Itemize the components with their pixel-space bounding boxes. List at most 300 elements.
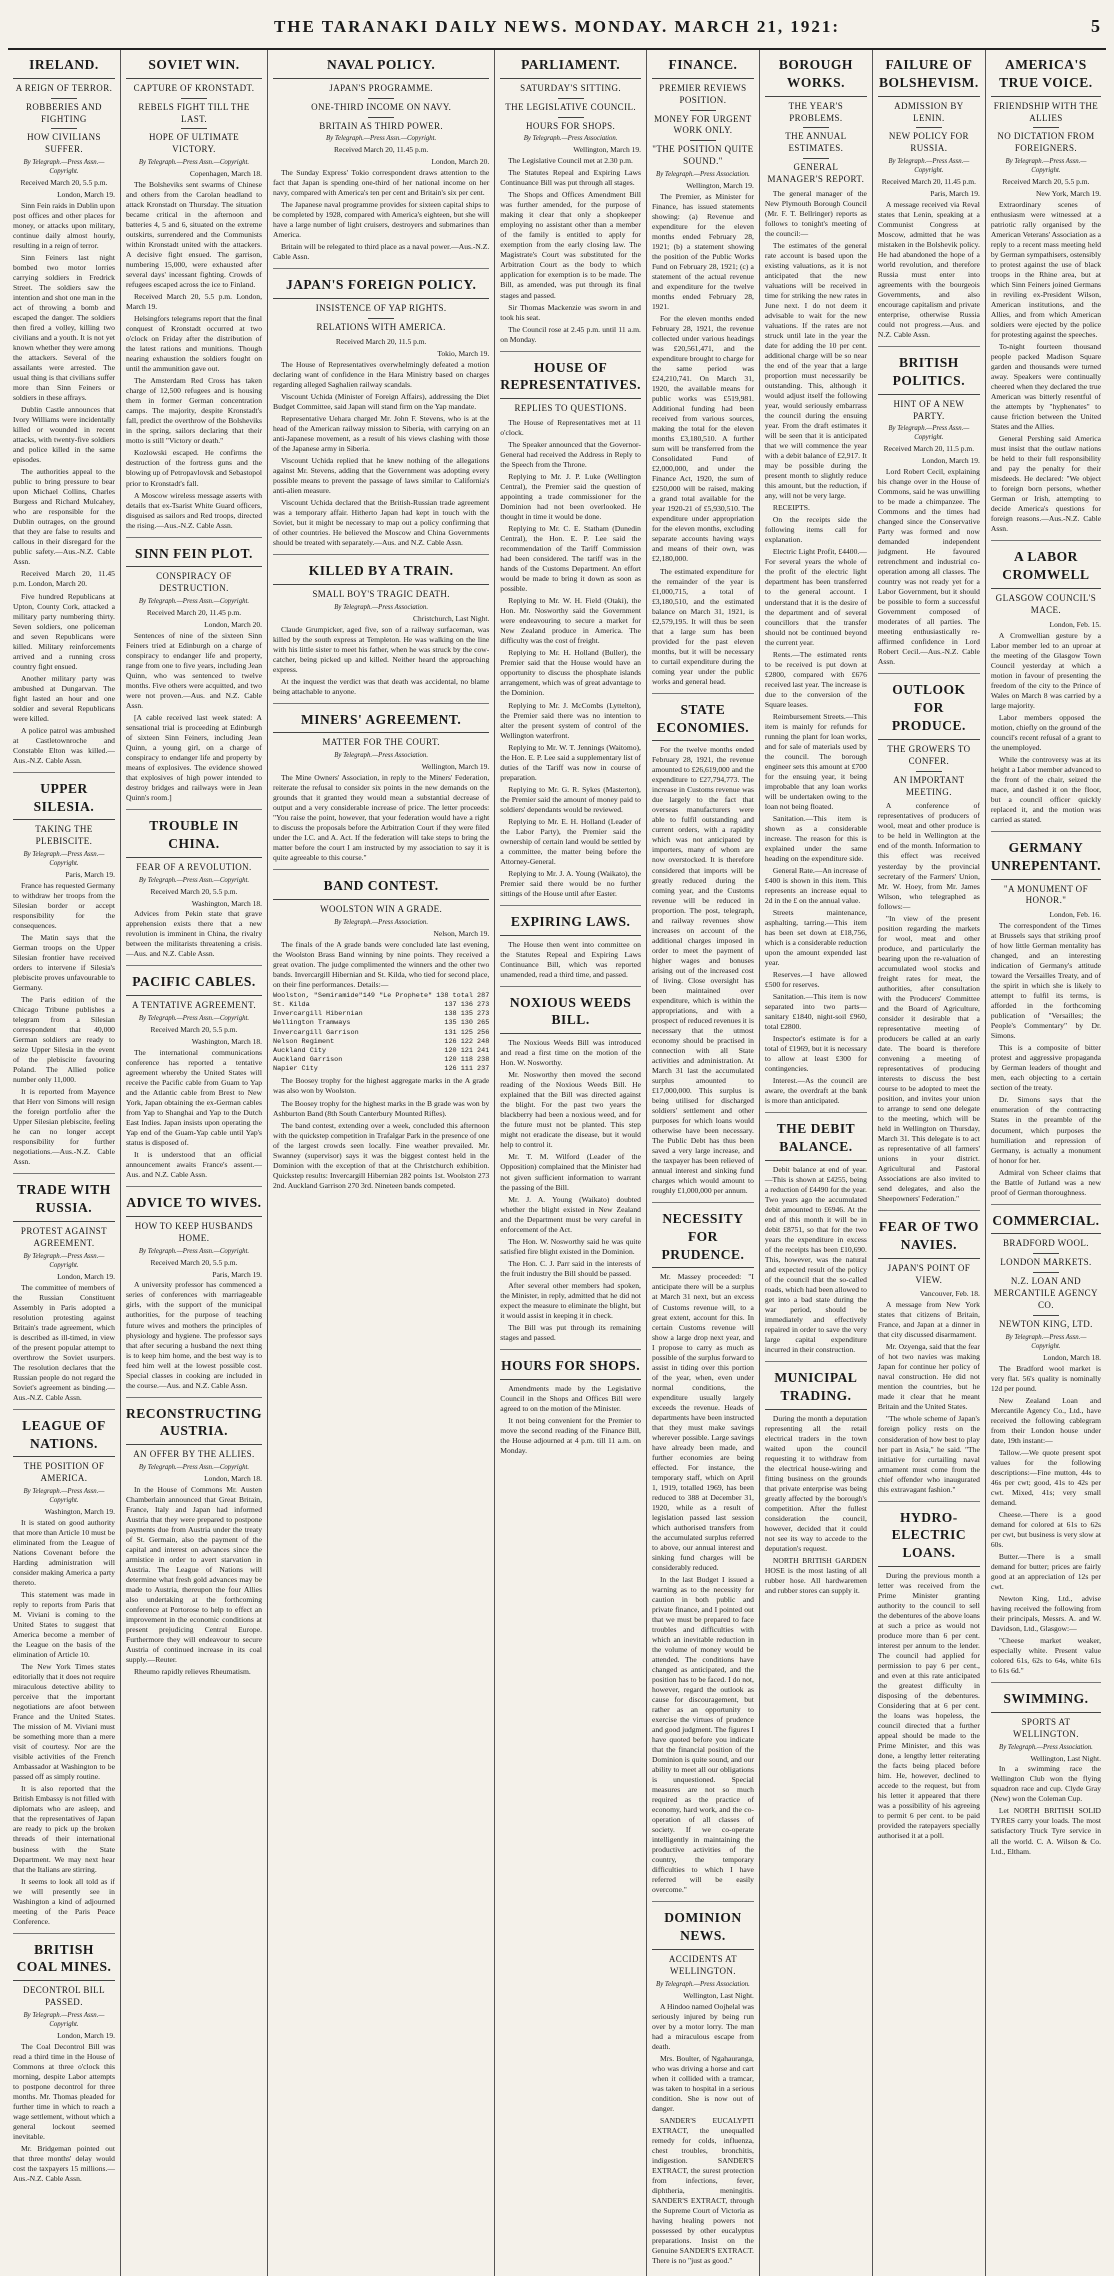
article-subheading: A REIGN OF TERROR.: [15, 82, 113, 93]
article-dateline: Wellington, Last Night.: [1030, 1753, 1101, 1763]
article-paragraph: NORTH BRITISH GARDEN HOSE is the most lasting of all rubber hose. All hardwaremen and rubber stores can supply it.: [764, 1556, 867, 1596]
article-received: Received March 20, 5.5 p.m.: [150, 886, 238, 896]
article: [765, 56, 867, 1106]
article: [765, 1112, 867, 1355]
article-byline: By Telegraph.—Press Assn.—Copyright.: [23, 1488, 105, 1505]
column-4: [495, 50, 647, 2276]
article-headline: SOVIET WIN.: [126, 56, 262, 79]
article-paragraph: Mr. Bridgeman pointed out that three months' delay would cost the taxpayers 15 millions.—Aus.-N.Z. Cable Assn.: [13, 2143, 115, 2184]
article-paragraph: The committee of members of the Russian Constituent Assembly in Paris adopted a resolution protesting against Britain's trade agreement, which is described as ill-timed, in view of the present popular attempt to overthrow the Soviet usurpers. The resolution declares that the Russian people do not regard the Soviet's agreement as binding.—Aus.-N.Z. Cable Assn.: [13, 1282, 115, 1402]
article-subheading: MONEY FOR URGENT WORK ONLY.: [654, 113, 752, 136]
article-paragraph: It not being convenient for the Premier to move the second reading of the Finance Bill, the House adjourned at 4 p.m. till 11 a.m. on Monday.: [500, 1415, 641, 1455]
sub-divider: [558, 98, 584, 99]
article-paragraph: The Hon. W. Nosworthy said he was quite satisfied fire blight existed in the Dominion.: [500, 1236, 641, 1256]
column-2: [121, 50, 268, 2276]
article-paragraph: "The whole scheme of Japan's foreign policy rests on the consideration of how best to play her part in Asia," he said. "The initiative for curtailing naval armament must come from the chief offender who inaugurated this extravagant fashion.": [877, 1414, 980, 1494]
results-name: Auckland City: [273, 1046, 327, 1055]
sub-divider: [558, 117, 584, 118]
article-paragraph: In the House of Commons Mr. Austen Chamberlain announced that Great Britain, France, Italy and Japan had informed Austria that they were prepared to postpone payments due from Austria under the treaty of St. Germain, also the payment of the capital and interest on advances since the armistice in order to avert starvation in Austria. The League of Nations will determine what fresh gold advances may be made to Austria, thereupon the four Allies also undertaking at the forthcoming conference at Portorose to help to effect an improvement in the economic conditions at present prejudicing Central Europe. Furthermore they will endeavour to secure Austria of continued increase in its coal supply.—Reuter.: [125, 1484, 262, 1665]
article-byline: By Telegraph.—Press Association.: [656, 1980, 750, 1988]
results-scores: [444, 1029, 489, 1038]
article-received: Received March 20, 11.45 p.m.: [334, 145, 429, 155]
article-byline: By Telegraph.—Press Assn.—Copyright.: [138, 1464, 250, 1472]
article: [13, 56, 115, 766]
article-byline: By Telegraph.—Press Association.: [656, 171, 750, 179]
article-paragraph: A Moscow wireless message asserts with details that ex-Tsarist White Guard officers, disguised as sailors and Red troops, directed the rising.—Aus.-N.Z. Cable Assn.: [125, 490, 262, 530]
article-dateline: Washington, March 18.: [191, 898, 262, 908]
article-subheading: NO DICTATION FROM FOREIGNERS.: [997, 131, 1095, 154]
article-dateline: Copenhagen, March 18.: [189, 169, 262, 179]
sub-divider: [1033, 127, 1059, 128]
article-subheading: FEAR OF A REVOLUTION.: [136, 861, 252, 872]
article: [126, 1397, 262, 1678]
results-score: 120: [444, 1046, 457, 1055]
article-headline: IRELAND.: [13, 56, 115, 79]
article-paragraph: While the controversy was at its height a Labor member advanced to the front of the chair, seized the mace, and dashed it on the floor, but a council officer quickly replaced it, and the motion was carried as stated.: [990, 754, 1101, 824]
article-paragraph: The Speaker announced that the Governor-General had received the Address in Reply to the Speech from the Throne.: [500, 440, 641, 470]
article-paragraph: Dr. Simons says that the enumeration of the contracting States in the preamble of the document, which purposes the humiliation and repression of Germany, is actually a monument of honor for her.: [990, 1095, 1101, 1165]
article-paragraph: During the month a deputation representing all the retail electrical traders in the town waited upon the council requesting it to withdraw from the electrical house-wiring and fitting business on the grounds that private enterprise was being greatly affected by the borough's competition. After the fullest consideration the council, however, decided that it could not see its way to accede to the deputation's request.: [764, 1413, 867, 1554]
article-subheading: NEW POLICY FOR RUSSIA.: [888, 131, 969, 154]
results-scores: [444, 1047, 489, 1056]
article-paragraph: Replying to Mr. J. A. Young (Waikato), the Premier said there would be no further sittings of the House until after Easter.: [500, 868, 641, 898]
sub-divider: [803, 158, 829, 159]
article-paragraph: A police patrol was ambushed at Castletownroche and Constable Elton was killed.—Aus.-N.Z. Cable Assn.: [13, 725, 115, 765]
sub-divider: [51, 98, 77, 99]
sub-divider: [1033, 1272, 1059, 1273]
article-received: Received March 20, 5.5 p.m.: [20, 178, 108, 188]
article-headline: A LABOR CROMWELL: [991, 548, 1101, 589]
article-paragraph: Representative Uehara charged Mr. John F. Stevens, who is at the head of the American railway mission to Siberia, with carrying on an anti-Japanese movement, as a result of his views clashing with those of the Japanese army in Siberia.: [273, 413, 490, 453]
article-subheading: AN OFFER BY THE ALLIES.: [133, 1449, 255, 1460]
article-subheading: NEWTON KING, LTD.: [999, 1318, 1093, 1329]
article: [652, 1901, 754, 2266]
article-subheading: JAPAN'S POINT OF VIEW.: [887, 1262, 971, 1285]
article-paragraph: This is a composite of bitter protest and aggressive propaganda by German leaders of thought and men, each objecting to a certain section of the treaty.: [990, 1043, 1101, 1093]
article-headline: MINERS' AGREEMENT.: [273, 711, 489, 734]
article-subheading: "THE POSITION QUITE SOUND.": [652, 144, 754, 167]
results-scores: [444, 1038, 489, 1047]
masthead-title: THE TARANAKI DAILY NEWS. MONDAY. MARCH 21, 1921:: [273, 17, 841, 36]
article-subheading: MATTER FOR THE COURT.: [322, 737, 440, 748]
article-paragraph: Another military party was ambushed at Dungarvan. The fight lasted an hour and one soldier and several Republicans were killed.: [13, 673, 115, 723]
article: [500, 1349, 641, 1456]
article-headline: OUTLOOK FOR PRODUCE.: [878, 681, 980, 739]
results-score: 126: [444, 1037, 457, 1046]
article-headline: HYDRO-ELECTRIC LOANS.: [878, 1509, 980, 1567]
article-headline: SWIMMING.: [991, 1690, 1101, 1713]
article-paragraph: RECEIPTS.: [772, 503, 810, 513]
article-paragraph: It is also reported that the British Embassy is not filled with diplomats who are asleep, and that the representatives of Japan are ready to pick up the broken threads of their international business with the State Department. We may next hear that the Italians are stirring.: [13, 1784, 115, 1874]
results-name: Woolston, "Semiramide": [273, 991, 363, 1000]
article-headline: BAND CONTEST.: [273, 877, 489, 900]
article-byline: By Telegraph.—Press Assn.—Copyright.: [326, 135, 437, 143]
article-paragraph: The Amsterdam Red Cross has taken charge of 12,500 refugees and is housing them in former German concentration camps. The majority, despite Kronstadt's fall, predict the overthrow of the Bolsheviks in the spring, sailors declaring that their motto is still "Victory or death.": [125, 376, 262, 446]
article-paragraph: [A cable received last week stated: A sensational trial is proceeding at Edinburgh of sixteen Sinn Feiners, including Jean Quinn, a young girl, on a charge of conspiracy to endanger life and property by means of explosives. The evidence showed that explosives of high power intended to destroy bridges and railways were in Jean Quinn's room.]: [125, 713, 262, 803]
article: [991, 1204, 1101, 1676]
article-headline: BRITISH POLITICS.: [878, 354, 980, 395]
article-headline: FEAR OF TWO NAVIES.: [878, 1218, 980, 1259]
article-byline: By Telegraph.—Press Assn.—Copyright.: [888, 158, 970, 175]
article-paragraph: The Bill was put through its remaining stages and passed.: [500, 1322, 641, 1342]
article-paragraph: A message from New York states that citizens of Britain, France, and Japan at a dinner in that city discussed disarmament.: [877, 1300, 980, 1340]
article-paragraph: This statement was made in reply to reports from Paris that M. Viviani is coming to the United States to suggest that America become a member of the League on the basis of the elimination of Article 10.: [13, 1590, 115, 1660]
article-dateline: Tokio, March 19.: [437, 348, 490, 358]
article-paragraph: Replying to Mr. J. McCombs (Lyttelton), the Premier said there was no intention to alter the present system of control of the Wellington waterfront.: [500, 700, 641, 740]
article-dateline: London, March 19.: [57, 2030, 115, 2040]
article-dateline: London, March 18.: [1043, 1352, 1101, 1362]
article-paragraph: Electric Light Profit, £4400.—For several years the whole of the profit of the electric light department has been transferred to the general account. I understand that it is the desire of the department and of several councillors that the transfer should not be continued beyond the current year.: [764, 547, 867, 647]
results-name: Invercargill Hibernian: [273, 1010, 363, 1019]
article-paragraph: A university professor has commenced a series of conferences with marriageable girls, with the support of the municipal authorities, for the purpose of teaching future wives and mothers the principles of physiology and hygiene. The professor says that after securing a husband the next thing is to keep him home, and the best way is to feed him well at the lowest possible cost. Special classes in cooking are included in the course.—Aus. and N.Z. Cable Assn.: [125, 1280, 262, 1390]
article-paragraph: A conference of representatives of producers of wool, meat and other produce is to be held in Wellington at the end of the month. Information to this effect was received yesterday by the provincial secretary of the Farmers' Union, Mr. W. Hoey, from Mr. James Wilson, who telegraphed as follows:—: [877, 801, 980, 911]
article-paragraph: For the twelve months ended February 28, 1921, the revenue amounted to £26,619,000 and the expenditure to £27,794,773. The increase in Customs revenue was due largely to the fact that overseas manufacturers were able to fulfil outstanding and current orders, with a rapidity which was not anticipated by importers, many of whom are now overstocked. It is therefore considered that imports will be greatly reduced during the coming year, and the Customs revenue will be reduced in proportion. The post, telegraph, and railway revenues show increases on account of the additional charges imposed in order to meet the payment of higher wages and bonuses arising out of the increased cost of living. Close oversight has been maintained over expenditure, which is within the appropriations, and with a prospect of reduced revenues it is necessary that the utmost economy should be practised in connection with all State activities and administration. At March 31 last the accumulated surplus amounted to £17,000,000. This surplus is being utilised for discharged soldiers' settlement and other purposes for which loans would otherwise have been necessary. The Public Debt has thus been saved a very large increase, and the taxpayer has been relieved of annual interest and sinking fund charges which would amount to roughly £1,000,000 per annum.: [651, 745, 754, 1195]
article-paragraph: During the previous month a letter was received from the Prime Minister granting authority to the council to sell the debentures of the above loans at such a price as would not produce more than 6 per cent. interest per annum to the lender. The council had applied for permission to pay 6 per cent., and even at this rate anticipated the greatest difficulty in disposing of the debentures. Considering that at 6 per cent. the loans was hopeless, the council directed that a further appeal should be made to the Prime Minister, and this was done, a lengthy letter reiterating the facts being placed before him. He, however, declined to accede to the request, but from his letter it appeared that there was a possibility of his agreeing to permit 6 per cent. to be paid provided the ratepayers specially authorised it at a poll.: [877, 1571, 980, 1841]
article-dateline: Washington, March 18.: [191, 1037, 262, 1047]
article: [126, 1186, 262, 1390]
article: [13, 1173, 115, 1402]
article-paragraph: On the receipts side the following items call for explanation.: [764, 515, 867, 545]
article-dateline: London, March 19.: [57, 190, 115, 200]
sub-divider: [916, 127, 942, 128]
article-dateline: Wellington, March 19.: [421, 762, 490, 772]
results-scores: [444, 1019, 489, 1028]
article-dateline: London, March 20.: [204, 620, 262, 629]
article-dateline: Wellington, March 19.: [686, 181, 754, 191]
article-paragraph: Mr. J. A. Young (Waikato) doubted whether the blight existed in New Zealand and the Department must be very careful in enforcement of the Act.: [500, 1194, 641, 1234]
article-paragraph: The New York Times states editorially that it does not require miraculous detective ability to perceive that the important negotiations are afoot between France and the United States. The mission of M. Viviani must be something more than a mere visit of courtesy. Nor are the visible activities of the French Ambassador at Washington to be passed off as simply routine.: [13, 1662, 115, 1782]
article-paragraph: It is reported from Mayence that Herr von Simons will resign the foreign portfolio after the Upper Silesian plebiscite, feeling he can no longer accept responsibility for further negotiations.—Aus.-N.Z. Cable Assn.: [13, 1087, 115, 1167]
article-paragraph: Britain will be relegated to third place as a naval power.—Aus.-N.Z. Cable Assn.: [273, 242, 490, 262]
results-row: [273, 1001, 489, 1010]
article-subheading: INSISTENCE OF YAP RIGHTS.: [315, 303, 447, 314]
article-paragraph: The band contest, extending over a week, concluded this afternoon with the quickstep competition in Trafalgar Park in the presence of one of the largest crowds seen locally. Fine weather prevailed. Mr. Swanney (supervisor) says it was the biggest contest held in the Dominion with the exception of that at the Christchurch exhibition. Quickstep results: Invercargill Hibernian 282 points 1st. Woolston 273 2nd. Auckland Garrison 270 3rd. Nineteen bands competed.: [273, 1120, 490, 1190]
article: [991, 831, 1101, 1198]
article-subheading: HOURS FOR SHOPS.: [526, 120, 616, 131]
article-paragraph: The Matin says that the German troops on the Upper Silesian frontier have received orders to intervene if Silesia's plebiscite proves unfavourable to Germany.: [13, 933, 115, 993]
article-paragraph: The House of Representatives overwhelmingly defeated a motion declaring want of confidence in the Hara Ministry based on charges regarding alleged Saghalien railway scandals.: [273, 359, 490, 389]
article-received: Received March 20, 11.5 p.m.: [883, 444, 975, 454]
article: [652, 693, 754, 1196]
article: [652, 1202, 754, 1895]
article-paragraph: Interest.—As the council are aware, the overdraft at the bank is more than anticipated.: [764, 1076, 867, 1106]
article-paragraph: Labor members opposed the motion, chiefly on the ground of the council's recent refusal of a grant to the unemployed.: [990, 712, 1101, 752]
article-paragraph: The correspondent of the Times at Brussels says that striking proof of how little German mentality has changed, and an interesting indication of Germany's attitude toward the Versailles Treaty, and of the spirit in which she is likely to attempt to fulfil its terms, is afforded in the forthcoming publication of "Versailles; the People's Commentary" by Dr. Simons.: [990, 921, 1101, 1041]
article-dateline: London, March 19.: [921, 456, 980, 466]
results-score: 256: [477, 1028, 490, 1037]
article-paragraph: Replying to Mr. G. R. Sykes (Masterton), the Premier said the amount of money paid to soldiers' dependants would be reviewed.: [500, 784, 641, 814]
results-name: Napier City: [273, 1065, 318, 1074]
article-subheading: JAPAN'S PROGRAMME.: [329, 82, 433, 93]
article-paragraph: A Hindoo named Oojhelal was seriously injured by being run over by a motor lorry. The man had a miraculous escape from death.: [651, 2001, 754, 2051]
article-byline: By Telegraph.—Press Association.: [334, 752, 429, 760]
article-headline: UPPER SILESIA.: [13, 780, 115, 821]
article: [273, 869, 489, 1190]
article-subheading: BRADFORD WOOL.: [1002, 1238, 1089, 1249]
article-subheading: N.Z. LOAN AND MERCANTILE AGENCY CO.: [993, 1276, 1098, 1310]
article-dateline: London, March 19.: [57, 1271, 115, 1281]
article-paragraph: The Coal Decontrol Bill was read a third time in the House of Commons at three o'clock this morning, despite Labor attempts to postpone decontrol for three months. Mr. Thomas pleaded for further time in which to reach a wage settlement, without which a general lockout seemed inevitable.: [13, 2041, 115, 2141]
sub-divider: [181, 128, 207, 129]
article-headline: TROUBLE IN CHINA.: [126, 817, 262, 858]
results-score: 265: [477, 1019, 490, 1028]
article-subheading: A TENTATIVE AGREEMENT.: [131, 1000, 256, 1011]
article-subheading: TAKING THE PLEBISCITE.: [35, 824, 93, 847]
article: [652, 56, 754, 687]
article-paragraph: Replying to Mr. C. E. Statham (Dunedin Central), the Hon. E. P. Lee said the recommendation of the Tariff Commission had been considered. The tariff was in the hands of the Customs Department. An effort would be made to bring it down as soon as possible.: [500, 524, 641, 594]
article-paragraph: Inspector's estimate is for a total of £1969, but it is necessary to allow at least £300 for contingencies.: [764, 1034, 867, 1074]
article-subheading: THE LEGISLATIVE COUNCIL.: [505, 101, 637, 112]
article-paragraph: The estimates of the general rate account is based upon the existing valuations, as it is not anticipated that the new valuations will be received in time for striking the new rates in June next. I do not deem it advisable to wait for the new valuations. If the rates are not struck until late in the year the date for adding the 10 per cent. additional charge will be so near the end of the year that a large proportion must necessarily be outstanding. This, although it would adjust itself the following year, would seriously embarrass the council during the ensuing year. From the draft estimates it will be seen that it is anticipated that we will commence the year with a debit balance of £2,917. It may be possible during the present month to slightly reduce this amount, but the reduction, if any, will not be very large.: [764, 240, 867, 501]
article: [126, 537, 262, 804]
article-received: Received March 20, 11.5 p.m.: [335, 336, 427, 346]
results-score: 136: [460, 1001, 473, 1010]
article-headline: KILLED BY A TRAIN.: [273, 562, 489, 585]
article-paragraph: Sanitation.—This item is now separated into two parts—sanitary £1840, night-soil £960, total £2800.: [764, 992, 867, 1032]
article-paragraph: Replying to Mr. E. H. Holland (Leader of the Labor Party), the Premier said the ownership of certain land would be settled by a committee, the matter being before the Attorney-General.: [500, 816, 641, 866]
sub-divider: [368, 98, 394, 99]
sub-divider: [368, 117, 394, 118]
article-subheading: CONSPIRACY OF DESTRUCTION.: [156, 571, 232, 594]
article-subheading: GENERAL MANAGER'S REPORT.: [767, 162, 865, 184]
columns-container: [8, 50, 1106, 2266]
article: [500, 351, 641, 899]
article-subheading: AN IMPORTANT MEETING.: [893, 774, 965, 797]
article-subheading: REPLIES TO QUESTIONS.: [514, 403, 627, 414]
article-paragraph: Mr. Massey proceeded: "I anticipate there will be a surplus at March 31 next, but an excess of Customs revenue will, to a great extent, account for this. In certain Customs revenue will show a large drop next year, and I propose to carry as much as possible of the surplus forward to assist in tiding over this portion of the year, when, even under normal conditions, the expenditure usually largely exceeds the revenue. Heads of departments have been instructed that they must make savings wherever possible. Large savings have already been made, and further economies are being effected. For instance, the temporary staff, which on April 1, 1919, totalled 1969, has been reduced to 388 at December 31, 1920, while as a result of legislation passed last session which authorised transfers from the accumulated surplus referred to above, our annual interest and sinking fund charges will be considerably reduced.: [651, 1272, 754, 1572]
article-headline: NAVAL POLICY.: [273, 56, 489, 79]
results-scores: [444, 1056, 489, 1065]
article-byline: By Telegraph.—Press Assn.—Copyright.: [138, 1015, 250, 1023]
results-score: 135: [460, 1010, 473, 1019]
article-subheading: LONDON MARKETS.: [1000, 1257, 1092, 1268]
sub-divider: [690, 140, 716, 141]
article-subheading: CAPTURE OF KRONSTADT.: [133, 82, 255, 93]
article-paragraph: The Mine Owners' Association, in reply to the Miners' Federation, reiterate the refusal to consider six points in the new demands on the grounds that it granted they would mean a substantial decrease of output and a very considerable increase of price. The letter proceeds: "You raise the point, however, that your federation would have a right to discuss the proposals before the Arbitration Court if they were filed under the I.C. and A. Act. If the federation will take steps to bring the matter before the court I am instructed by my association to say it is quite agreeable to this course.": [273, 773, 490, 863]
article-subheading: THE GROWERS TO CONFER.: [887, 743, 971, 766]
article-subheading: REBELS FIGHT TILL THE LAST.: [138, 101, 250, 124]
results-score: 111: [460, 1065, 473, 1074]
article-paragraph: Sir Thomas Mackenzie was sworn in and took his seat.: [500, 302, 641, 322]
article-subheading: HOW CIVILIANS SUFFER.: [27, 132, 101, 155]
article-paragraph: Tallow.—We quote present spot values for the following descriptions:—Fine mutton, 44s to 46s per cwt; good, 41s to 42s per cwt. Mixed, 41s; very small demand.: [990, 1447, 1101, 1507]
article-subheading: SMALL BOY'S TRAGIC DEATH.: [312, 588, 450, 599]
article: [878, 346, 980, 667]
article-paragraph: To-night fourteen thousand people packed Madison Square garden and thousands were turned away. Speakers were continually cheered when they declared the true American was bitterly resentful of the attempts by "hyphenates" to cause friction between the United States and the Allies.: [990, 342, 1101, 432]
sub-divider: [1033, 1315, 1059, 1316]
results-scores: [444, 1001, 489, 1010]
article-paragraph: It is stated on good authority that more than Article 10 must be eliminated from the League of Nations Covenant before the Harding administration will consider making America a party thereto.: [13, 1518, 115, 1588]
article-received: Received March 20, 11.45 p.m.: [881, 177, 977, 187]
article: [126, 965, 262, 1180]
article-paragraph: Mr. T. M. Wilford (Leader of the Opposition) complained that the Minister had not given sufficient information to warrant the passing of the Bill.: [500, 1152, 641, 1192]
article-paragraph: A message received via Reval states that Lenin, speaking at a Communist Congress at Moscow, admitted that he was mistaken in the Bolshevik policy. He had abandoned the hope of a world revolution, and therefore Russia must enter into agreements with the bourgeois Governments, and also encourage capitalism and private enterprise, otherwise Russia could not progress.—Aus. and N.Z. Cable Assn.: [877, 199, 980, 340]
article-paragraph: For the eleven months ended February 28, 1921, the revenue collected under various headings was £20,561,471, and the expenditure brought to charge for the same period was £24,210,741. On March 31, 1920, the available means for public works was £519,981. Additional funding had been received from various sources, making the total for the eleven months £3,180,510. A further sum will be transferred from the Consolidated Fund of £2,000,000, and under the Finance Act, 1920, the sum of £250,000 will be raised, making a grand total available for the year 1920-21 of £5,930,510. The expenditure under appropriation for the eleven months, excluding separate accounts having ways and means of their own, was £2,180,000.: [651, 314, 754, 564]
article-paragraph: In a swimming race the Wellington Club won the flying squadron race and cup. Clyde Gray (New) won the Coleman Cup.: [990, 1764, 1101, 1804]
article-headline: DOMINION NEWS.: [652, 1909, 754, 1950]
article: [500, 56, 641, 345]
column-7: [873, 50, 986, 2276]
article-dateline: London, March 20.: [431, 157, 490, 167]
results-score: 130: [460, 1019, 473, 1028]
article-paragraph: The House then went into committee on the Statutes Repeal and Expiring Laws Continuance Bill, which was reported unamended, read a third time, and passed.: [500, 939, 641, 979]
article-subheading: ADMISSION BY LENIN.: [894, 100, 964, 123]
article-dateline: London, Feb. 15.: [1049, 619, 1101, 629]
results-score: 121: [460, 1046, 473, 1055]
article-byline: By Telegraph.—Press Assn.—Copyright.: [138, 876, 250, 884]
article-paragraph: Kozlowski escaped. He confirms the destruction of the fortress guns and the blowing up of Petropavlovsk and Sebastopol prior to Kronstadt's fall.: [125, 448, 263, 488]
article-paragraph: Rents.—The estimated rents to be received is put down at £2800, compared with £676 received last year. The increase is due to the conversion of the Square leases.: [764, 649, 867, 709]
article: [500, 905, 641, 980]
results-score: 122: [460, 1037, 473, 1046]
article-paragraph: Replying to Mr. J. P. Luke (Wellington Central), the Premier said the question of appointing a trade commissioner for the Dominion had not been overlooked. He thought in time it would be done.: [500, 472, 641, 522]
article-headline: GERMANY UNREPENTANT.: [991, 839, 1101, 880]
results-score: 273: [477, 1010, 490, 1019]
article-paragraph: Streets maintenance, asphalting, tarring.—This item has been set down at £18,756, which is a considerable reduction upon the amount expended last year.: [764, 907, 867, 968]
results-row: [273, 1010, 489, 1019]
article-subheading: SATURDAY'S SITTING.: [520, 82, 622, 93]
article-dateline: London, Feb. 16.: [1049, 910, 1101, 920]
article-paragraph: The Council rose at 2.45 p.m. until 11 a.m. on Monday.: [500, 324, 641, 344]
article-subheading: BRITAIN AS THIRD POWER.: [319, 120, 444, 131]
article-headline: HOUSE OF REPRESENTATIVES.: [500, 359, 641, 400]
results-scores: [444, 1010, 489, 1019]
article-subheading: GLASGOW COUNCIL'S MACE.: [995, 592, 1097, 615]
article-paragraph: Butter.—There is a small demand for butter; prices are fairly good at an appreciation of 12s per cwt.: [990, 1551, 1101, 1591]
article-paragraph: New Zealand Loan and Mercantile Agency Co., Ltd., have received the following cablegram from their London house under date, 19th instant:—: [990, 1395, 1101, 1445]
article-subheading: FRIENDSHIP WITH THE ALLIES: [993, 100, 1099, 123]
article-subheading: HOPE OF ULTIMATE VICTORY.: [148, 132, 240, 155]
article-received: Received March 20, 11.45 p.m.: [146, 608, 242, 618]
article-received: Received March 20, 5.5 p.m.: [150, 1257, 238, 1267]
article-paragraph: The Noxious Weeds Bill was introduced and read a first time on the motion of the Hon. W. Nosworthy.: [500, 1038, 641, 1068]
article-paragraph: Debit balance at end of year.—This is shown at £4255, being a reduction of £4490 for the year. Two years ago the accumulated debit amounted to £6946. At the end of this month it will be in debit £8751, so that for the two years the expenditure in excess of the receipts has been £10,690. This, however, was the natural and expected result of the policy of the council that the so-called roads, which had been allowed to get into a bad state during the war period, should be immediately and effectively repaired in order to save the very large capital expenditure incurred in their construction.: [764, 1164, 867, 1355]
article-paragraph: The Premier, as Minister for Finance, has issued statements showing: (a) Revenue and expenditure for the eleven months ended February 28, 1921; (b) a statement showing the position of the Public Works Fund on February 28, 1921; (c) a statement of the actual revenue and expenditure for the twelve months ended February 28, 1921.: [651, 191, 754, 312]
article-headline: NECESSITY FOR PRUDENCE.: [652, 1210, 754, 1268]
results-row: [273, 1047, 489, 1056]
article-paragraph: Reimbursement Streets.—This item is mainly for refunds for running the plant for loan works, and for sale of materials used by the council. The borough engineer sets this amount at £700 for the ensuing year, it being improbable that any loan works will be undertaken owing to the loan not being floated.: [764, 711, 867, 811]
results-table: [273, 992, 489, 1075]
article-subheading: DECONTROL BILL PASSED.: [22, 1985, 105, 2008]
article-paragraph: Newton King, Ltd., advise having received the following from their principals, Messrs. A. and W. Davidson, Ltd., Glasgow:—: [990, 1593, 1101, 1633]
article: [991, 540, 1101, 825]
article-byline: By Telegraph.—Press Association.: [334, 603, 429, 611]
article-paragraph: Replying to Mr. H. Holland (Buller), the Premier said that the House would have an opportunity to discuss the phosphate islands arrangement, which was of great advantage to the Dominion.: [500, 648, 641, 698]
article-paragraph: Mr. Ozyenga, said that the fear of hot two navies was making Japan for continue her policy of naval construction. He did not mention the countries, but he made it clear that he meant Britain and the United States.: [877, 1342, 980, 1412]
article-received: Received March 20, 5.5 p.m.: [1002, 177, 1090, 187]
results-score: 241: [477, 1046, 490, 1055]
article-paragraph: Five hundred Republicans at Upton, County Cork, attacked a military party numbering thirty. Seven soldiers, one policeman and seven Republicans were killed. Military reinforcements arrived and a running cross country fight ensued.: [13, 591, 115, 671]
article-paragraph: The estimated expenditure for the remainder of the year is £1,000,715, a total of £3,180,510, and the estimated balance on March 31, 1921, is £2,579,195. It will thus be seen that a large sum has been provided for the past eleven months, but it will be necessary to curtail expenditure during the coming year under the public works and general head.: [651, 566, 754, 686]
article-paragraph: The Hon. C. J. Parr said in the interests of the fruit industry the Bill should be passed.: [500, 1258, 641, 1278]
results-name: Wellington Tramways: [273, 1019, 351, 1028]
results-score: 287: [477, 991, 490, 1000]
masthead: [8, 6, 1106, 50]
article-paragraph: Viscount Uchida replied that he knew nothing of the allegations against Mr. Stevens, adding that the Government was adopting every possible means to prevent the passage of laws similar to California's anti-alien measure.: [273, 455, 490, 495]
article-paragraph: It is understood that an official announcement awaits France's assent.—Aus. and N.Z. Cable Assn.: [125, 1150, 262, 1180]
article-subheading: SPORTS AT WELLINGTON.: [1012, 1716, 1079, 1739]
article-paragraph: Claude Grumpicker, aged five, son of a railway surfaceman, was killed by the south express at Templeton. He was walking on the line with his little sister to meet his father, when he was struck by the cow-catcher, being picked up and killed. Neither heard the approaching express.: [273, 624, 490, 674]
article-paragraph: Admiral von Scheer claims that the Battle of Jutland was a new proof of German thoroughness.: [990, 1167, 1101, 1197]
results-scores: [363, 992, 490, 1001]
article-byline: By Telegraph.—Press Assn.—Copyright.: [1005, 1333, 1087, 1350]
sub-divider: [51, 128, 77, 129]
results-score: 118: [460, 1056, 473, 1065]
article-headline: JAPAN'S FOREIGN POLICY.: [273, 276, 489, 299]
article-paragraph: The Shops and Offices Amendment Bill was further amended, for the purpose of making it clear that only a shopkeeper employing no assistant other than a member of the family is entitled to apply for exemption from the early closing law. The Magistrate's Court was substituted for the Arbitration Court as the body to which application for exemption is to be made. The Bill, as amended, was put through its final stages and passed.: [500, 190, 641, 300]
article-headline: PACIFIC CABLES.: [126, 973, 262, 996]
article-paragraph: The Bolsheviks sent swarms of Chinese and others from the Carolan headland to attack Kronstadt on Thursday. The situation became critical in the afternoon and batteries 4, 5 and 6, situated on the extreme outskirts, surrendered and the Communists within Kronstadt united with the attackers. A decisive fight ensued. The garrison, numbering 15,000, were exhausted after several days' incessant fighting. Crowds of refugees escaped across the ice to Finland.: [125, 180, 262, 290]
sub-divider: [368, 318, 394, 319]
article-paragraph: It seems to look all told as if we will presently see in Washington a kind of adjourned meeting of the Paris Peace Conference.: [13, 1876, 115, 1926]
results-score: 125: [460, 1028, 473, 1037]
article-headline: COMMERCIAL.: [991, 1212, 1101, 1235]
article-paragraph: Received March 20, 5.5 p.m. London, March 19.: [125, 292, 262, 312]
article: [13, 1409, 115, 1927]
article: [273, 268, 489, 548]
article-byline: By Telegraph.—Press Assn.—Copyright.: [23, 2012, 105, 2028]
results-row: [273, 1065, 489, 1074]
article-paragraph: A Cromwellian gesture by a Labor member led to an uproar at the meeting of the Glasgow Town Council yesterday at which a motion in favour of presenting the freedom of the city to the Prince of Wales on March 8 was carried by a large majority.: [990, 630, 1101, 710]
article-byline: By Telegraph.—Press Assn.—Copyright.: [888, 425, 970, 442]
article: [878, 56, 980, 340]
article-paragraph: The Boosey trophy for the highest aggregate marks in the A grade was also won by Woolston.: [273, 1076, 490, 1096]
article: [991, 56, 1101, 534]
column-3: [268, 50, 495, 2276]
results-score: 248: [477, 1037, 490, 1046]
results-score: total: [452, 991, 473, 1000]
column-8: [986, 50, 1106, 2276]
article-paragraph: Sentences of nine of the sixteen Sinn Feiners tried at Edinburgh on a charge of conspiracy to endanger life and property, range from one to five years, including Jean Quinn, who was sentenced to twelve months. Five others were acquitted, and two were not proven.—Aus. and N.Z. Cable Assn.: [125, 630, 262, 710]
article-paragraph: The Japanese naval programme provides for sixteen capital ships to be completed by 1928, compared with America's eighteen, but she will have a large number of light cruisers, destroyers and submarines than America.: [273, 200, 490, 240]
article-paragraph: Let NORTH BRITISH SOLID TYRES carry your loads. The most satisfactory Truck Tyre service in all the world. C. A. Wilson & Co. Ltd., Eltham.: [990, 1806, 1101, 1856]
results-row: [273, 1019, 489, 1028]
results-row: [273, 1056, 489, 1065]
results-score: 126: [444, 1065, 457, 1074]
article-headline: EXPIRING LAWS.: [500, 913, 641, 936]
article-dateline: Wellington, Last Night.: [683, 1990, 754, 2000]
article-paragraph: In the last Budget I issued a warning as to the necessity for caution in both public and private finance, and I pointed out that we must be prepared to face troubles and difficulties with which an inevitable reduction in the volume of money would be attended. The conditions have changed as anticipated, and the position has to be faced. I do not, however, regard the outlook as cause for discouragement, but rather as an opportunity to exercise the virtues of prudence and good judgment. The figures I have quoted before you indicate that the financial position of the Dominion is quite sound, and our ability to meet all our obligations is unquestioned. Special measures are not so much required as the practice of economy, hard work, and the co-operation of all classes of society. If we co-operate intelligently in maintaining the productive activities of the country, the temporary difficulties to which I have referred will be easily overcome.": [651, 1574, 754, 1895]
results-name: St. Kilda: [273, 1001, 310, 1010]
results-score: 120: [444, 1056, 457, 1065]
article-subheading: ACCIDENTS AT WELLINGTON.: [668, 1954, 737, 1976]
article-paragraph: The Bradford wool market is very flat. 56's quality is nominally 12d per pound.: [990, 1363, 1101, 1393]
article-paragraph: Viscount Uchida declared that the British-Russian trade agreement was a temporary affair. Hitherto Japan had kept in touch with the Soviet, but it might be necessary to map out a policy confirming that of other countries. He believed the Moscow and China Governments should be treated with separately.—Aus. and N.Z. Cable Assn.: [273, 497, 490, 547]
sub-divider: [181, 98, 207, 99]
article-paragraph: "Cheese market weaker, especially white. Present value colored 61s, 62s to 64s, white 61s to 61s 6d.": [990, 1635, 1101, 1675]
article-dateline: London, March 18.: [204, 1474, 262, 1484]
article-paragraph: The authorities appeal to the public to bring pressure to bear upon Michael Collins, Charles Burgess and Richard Mulcahey, who are responsible for the Dublin outrages, on the ground that they are false to results and callous in their disregard for the public safety.—Aus.-N.Z. Cable Assn.: [13, 467, 115, 567]
article: [273, 554, 489, 697]
article-headline: SINN FEIN PLOT.: [126, 545, 262, 568]
article-paragraph: General Rate.—An increase of £400 is shown in this item. This represents an increase equal to 2d in the £ on the annual value.: [764, 865, 867, 905]
article-headline: LEAGUE OF NATIONS.: [13, 1417, 115, 1458]
article-paragraph: The Sunday Express' Tokio correspondent draws attention to the fact that Japan is spending one-third of her national income on her navy, compared with America's ten per cent and Britain's six per cent.: [273, 168, 490, 198]
article-dateline: Paris, March 19.: [930, 188, 980, 198]
article-paragraph: The Statutes Repeal and Expiring Laws Continuance Bill was put through all stages.: [500, 168, 641, 188]
article: [13, 1933, 115, 2184]
article-paragraph: Received March 20, 11.45 p.m. London, March 20.: [13, 569, 115, 589]
results-score: 138: [444, 1010, 457, 1019]
article-paragraph: Sinn Feiners last night bombed two motor lorries carrying soldiers in Fredrick Street. The soldiers saw the intention and shot one man in the act of throwing a bomb and escaped the danger. The soldiers then fired a volley, killing two civilians and a youth. It is not yet known whether they were among the attackers. Several of the assailants were arrested. The usual thing is that civilians suffer more than Sinn Feiners or soldiers in these affrays.: [13, 252, 115, 403]
article-byline: By Telegraph.—Press Association.: [334, 918, 429, 926]
sub-divider: [916, 771, 942, 772]
article-paragraph: After several other members had spoken, the Minister, in reply, admitted that he did not expect the measure to eliminate the blight, but it would assist in keeping it in check.: [500, 1280, 641, 1320]
article: [878, 1501, 980, 1842]
article: [273, 703, 489, 864]
article-paragraph: General Pershing said America must insist that the outlaw nations be held to their full responsibility and pay the penalty for their misdeeds. He declared: "We object to foreign born persons, whether German or Irish, attempting to decide America's questions for foreign reasons.—Aus.-N.Z. Cable Assn.: [990, 434, 1101, 534]
article-dateline: Christchurch, Last Night.: [413, 613, 490, 623]
